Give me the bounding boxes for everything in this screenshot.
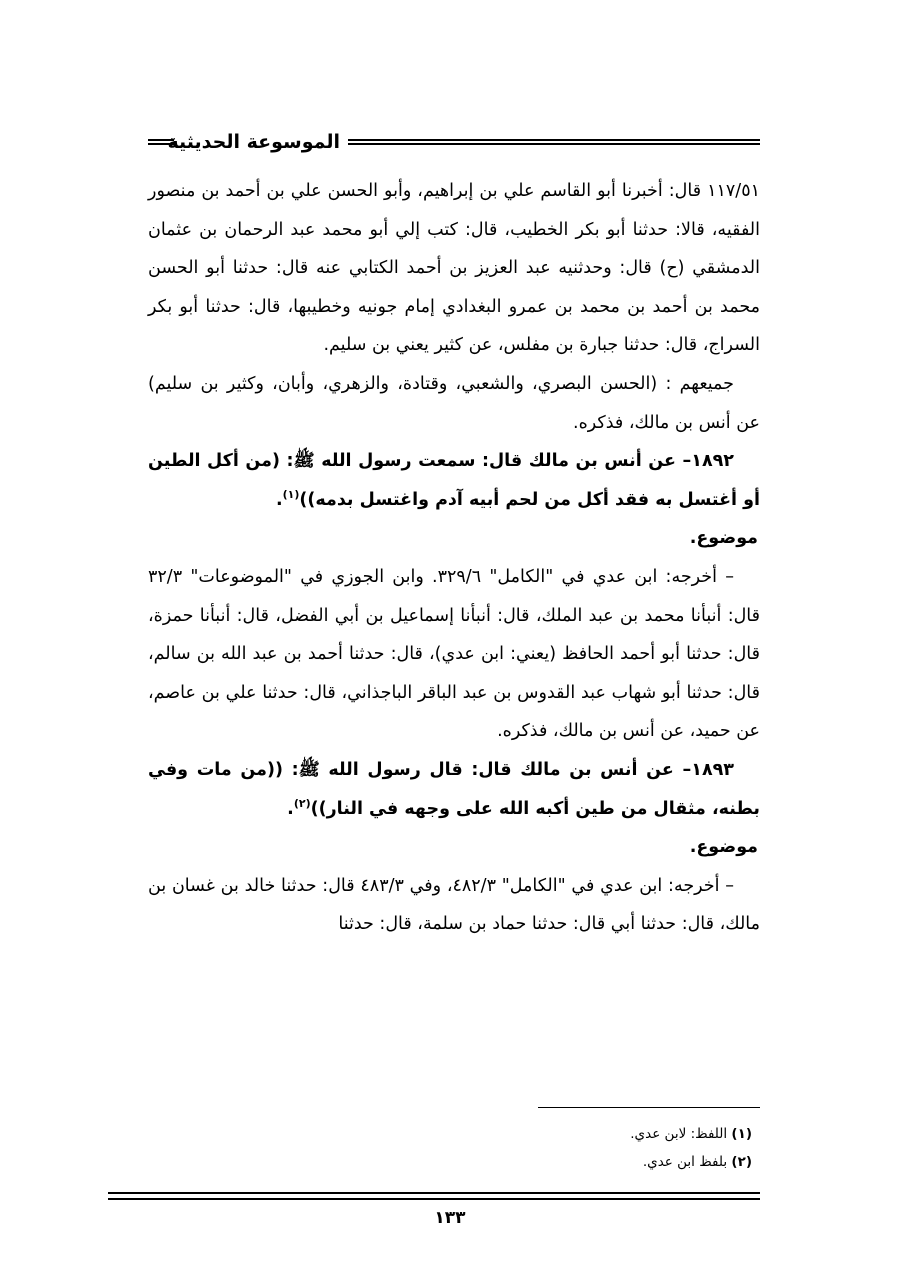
header-title: الموسوعة الحديثية [167, 131, 340, 153]
footnote-ref-2[interactable]: (٢) [293, 796, 311, 810]
verdict-1892: موضوع. [689, 528, 758, 549]
footnote-separator [538, 1107, 760, 1108]
hadith-1892-text: ١٨٩٢– عن أنس بن مالك قال: سمعت رسول الله ﷺ: (من أكل الطين أو أغتسل به فقد أكل من لحم أبيه آدم واغتسل بدمه)) [148, 451, 760, 510]
takhrij-1893: – أخرجه: ابن عدي في "الكامل" ٤٨٢/٣، وفي ٤٨٣/٣ قال: حدثنا خالد بن غسان بن مالك، قال: حدثنا أبي قال: حدثنا حماد بن سلمة، قال: حدثنا [148, 875, 760, 935]
page-number: ١٣٣ [434, 1208, 466, 1228]
header-rule-left [148, 139, 174, 145]
chain-paragraph: ١١٧/٥١ قال: أخبرنا أبو القاسم علي بن إبراهيم، وأبو الحسن علي بن أحمد بن منصور الفقيه، قالا: حدثنا أبو بكر الخطيب، قال: كتب إلي أبو محمد عبد الرحمان بن عثمان الدمشقي (ح) قال: وحدثنيه عبد العزيز بن أحمد الكتابي عنه قال: حدثنا أبو الحسن محمد بن أحمد بن محمد بن عمرو البغدادي إمام جونيه وخطيبها، قال: حدثنا أبو بكر السراج، قال: حدثنا جبارة بن مفلس، عن كثير يعني بن سليم. [148, 181, 760, 356]
bottom-rule [108, 1192, 760, 1200]
hadith-1893-end: . [287, 798, 294, 819]
header-rule-right [348, 139, 760, 145]
footnote-1 [140, 1120, 752, 1148]
running-header [148, 126, 760, 162]
hadith-1892 [148, 442, 760, 519]
footnote-1-text: اللفظ: لابن عدي. [630, 1126, 728, 1142]
hadith-1893 [148, 751, 760, 828]
takhrij-1892: – أخرجه: ابن عدي في "الكامل" ٣٢٩/٦. وابن الجوزي في "الموضوعات" ٣٢/٣ قال: أنبأنا محمد بن عبد الملك، قال: أنبأنا إسماعيل بن أبي الفضل، قال: أنبأنا حمزة، قال: حدثنا أبو أحمد الحافظ (يعني: ابن عدي)، قال: حدثنا أحمد بن عبد الله بن سالم، قال: حدثنا أبو شهاب عبد القدوس بن عبد الباقر الباجذاني، قال: حدثنا علي بن عاصم، عن حميد، عن أنس بن مالك، فذكره. [148, 566, 760, 742]
hadith-1892-end: . [275, 489, 283, 510]
footnote-2-text: بلفظ ابن عدي. [642, 1154, 728, 1170]
footnote-ref-1[interactable]: (١) [282, 487, 300, 501]
footnote-1-number: (١) [731, 1126, 752, 1142]
footnote-2 [140, 1148, 752, 1176]
verdict-1893: موضوع. [689, 837, 758, 858]
main-text [148, 172, 760, 944]
hadith-1893-text: ١٨٩٣– عن أنس بن مالك قال: قال رسول الله ﷺ: ((من مات وفي بطنه، مثقال من طين أكبه الله على وجهه في النار)) [148, 759, 760, 819]
collective-chain-paragraph: جميعهم : (الحسن البصري، والشعبي، وقتادة، والزهري، وأبان، وكثير بن سليم) عن أنس بن مالك، فذكره. [148, 373, 760, 433]
footnote-2-number: (٢) [731, 1154, 752, 1170]
footnotes [140, 1120, 752, 1176]
